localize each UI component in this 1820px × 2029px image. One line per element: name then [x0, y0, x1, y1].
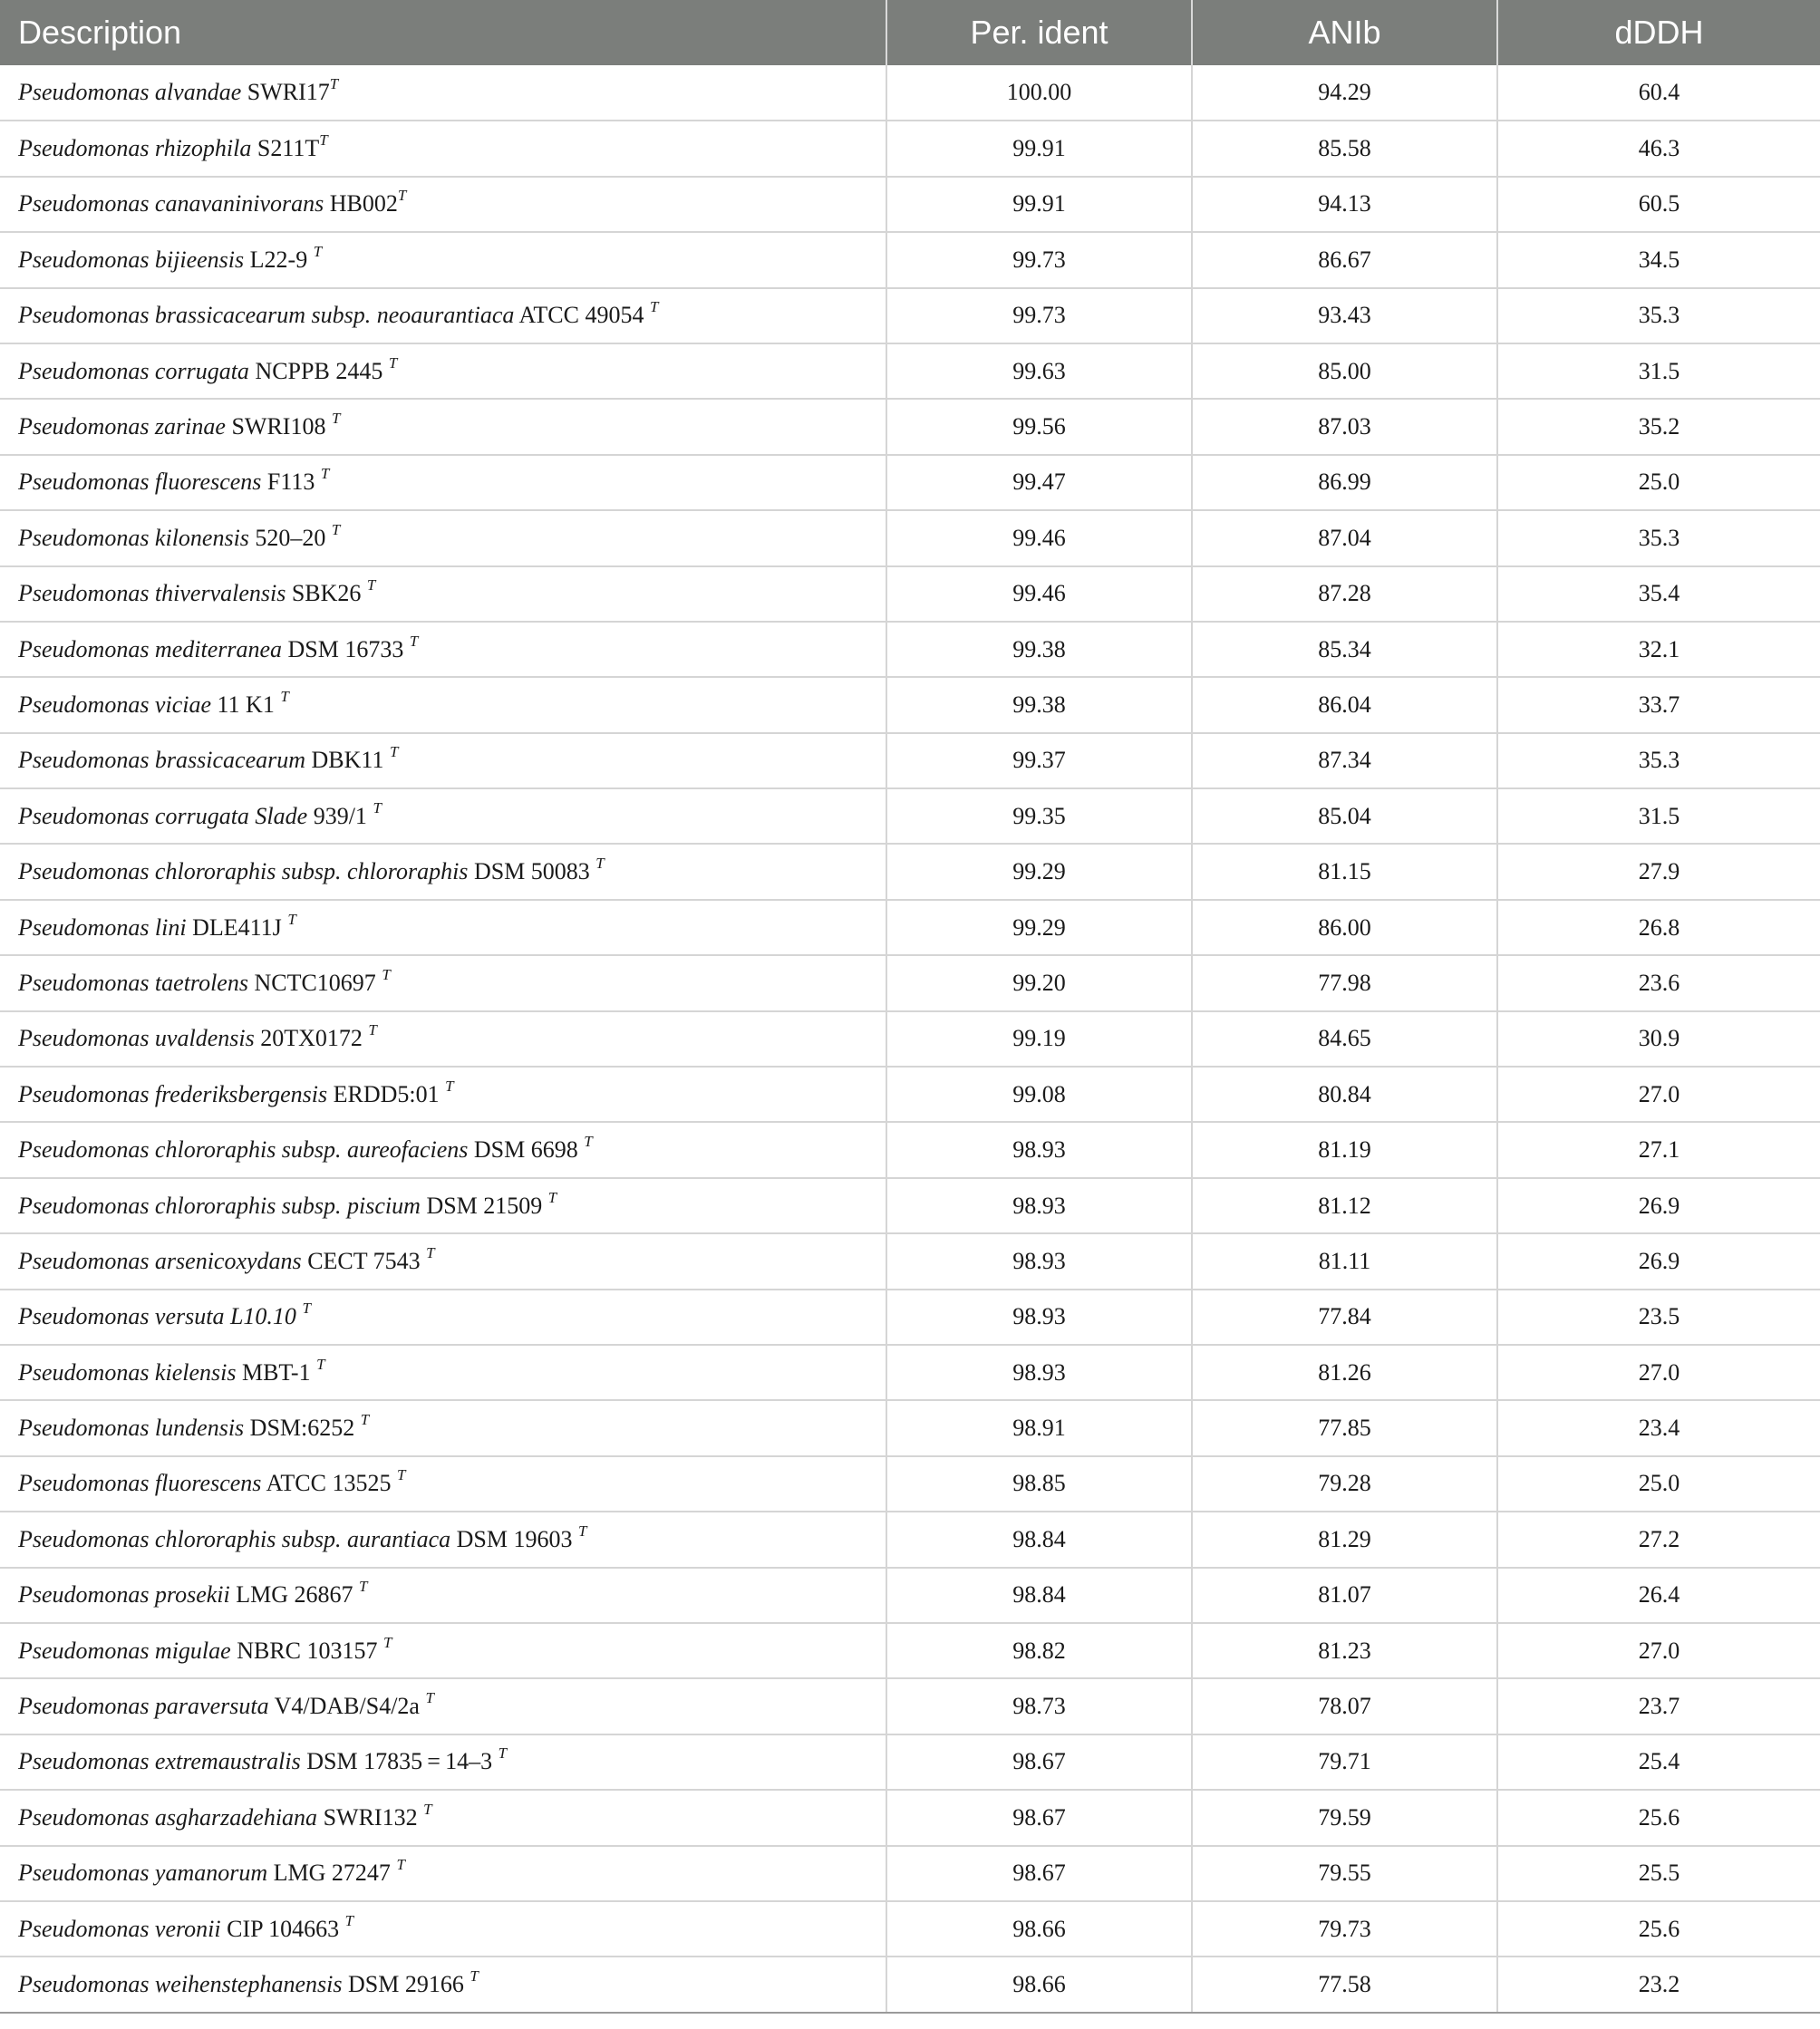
per-ident-cell: 99.56	[886, 399, 1192, 454]
strain-name: DSM 17835 = 14–3	[306, 1748, 499, 1775]
description-cell	[0, 232, 886, 287]
per-ident-cell: 99.35	[886, 788, 1192, 844]
anib-cell: 77.84	[1192, 1290, 1497, 1345]
anib-cell: 94.13	[1192, 177, 1497, 232]
anib-cell: 81.19	[1192, 1122, 1497, 1177]
type-strain-marker: T	[329, 75, 339, 93]
type-strain-marker: T	[584, 1133, 593, 1151]
strain-name: CECT 7543	[307, 1247, 427, 1274]
dddh-cell: 26.9	[1497, 1178, 1820, 1233]
anib-cell: 79.55	[1192, 1846, 1497, 1901]
table-row	[0, 1067, 1820, 1122]
strain-name: CIP 104663	[227, 1915, 345, 1942]
species-name: Pseudomonas fluorescens	[18, 1470, 262, 1497]
type-strain-marker: T	[316, 1355, 325, 1373]
anib-cell: 81.15	[1192, 844, 1497, 899]
per-ident-cell: 98.73	[886, 1678, 1192, 1734]
dddh-cell: 35.3	[1497, 733, 1820, 788]
strain-name: NBRC 103157	[237, 1637, 384, 1664]
table-row	[0, 900, 1820, 955]
description-cell	[0, 677, 886, 732]
per-ident-cell: 99.38	[886, 622, 1192, 677]
species-name: Pseudomonas extremaustralis	[18, 1748, 301, 1775]
table-row	[0, 1122, 1820, 1177]
dddh-cell: 30.9	[1497, 1011, 1820, 1067]
header-row	[0, 0, 1820, 65]
dddh-cell: 27.0	[1497, 1623, 1820, 1678]
strain-name: ATCC 13525	[266, 1470, 397, 1497]
table-row	[0, 177, 1820, 232]
type-strain-marker: T	[360, 1411, 370, 1429]
anib-cell: 81.11	[1192, 1233, 1497, 1289]
table-row	[0, 1512, 1820, 1567]
per-ident-cell: 99.91	[886, 121, 1192, 176]
strain-name: SBK26	[291, 580, 367, 607]
dddh-cell: 23.2	[1497, 1957, 1820, 2012]
anib-cell: 87.34	[1192, 733, 1497, 788]
type-strain-marker: T	[331, 520, 341, 538]
dddh-cell: 27.9	[1497, 844, 1820, 899]
species-name: Pseudomonas corrugata	[18, 357, 249, 384]
type-strain-marker: T	[382, 965, 391, 983]
strain-name: DSM 50083	[473, 858, 596, 885]
type-strain-marker: T	[331, 410, 341, 428]
anib-cell: 79.59	[1192, 1790, 1497, 1845]
species-name: Pseudomonas versuta L10.10	[18, 1303, 296, 1330]
table-row	[0, 1233, 1820, 1289]
table-row	[0, 455, 1820, 510]
per-ident-cell: 99.73	[886, 288, 1192, 343]
table-row	[0, 1901, 1820, 1957]
per-ident-cell: 98.93	[886, 1345, 1192, 1400]
per-ident-cell: 98.84	[886, 1568, 1192, 1623]
strain-name: DLE411J	[192, 913, 288, 941]
table-row	[0, 1456, 1820, 1512]
type-strain-marker: T	[359, 1578, 368, 1596]
table-row	[0, 1790, 1820, 1845]
per-ident-cell: 99.37	[886, 733, 1192, 788]
species-name: Pseudomonas veronii	[18, 1915, 221, 1942]
table-row	[0, 65, 1820, 121]
description-cell	[0, 1011, 886, 1067]
strain-name: DSM 21509	[426, 1192, 548, 1219]
anib-cell: 84.65	[1192, 1011, 1497, 1067]
table-row	[0, 788, 1820, 844]
per-ident-cell: 98.66	[886, 1901, 1192, 1957]
species-name: Pseudomonas weihenstephanensis	[18, 1970, 343, 1997]
anib-cell: 86.00	[1192, 900, 1497, 955]
species-name: Pseudomonas chlororaphis subsp. aureofaciens	[18, 1136, 469, 1164]
table-row	[0, 1623, 1820, 1678]
description-cell	[0, 733, 886, 788]
dddh-cell: 23.7	[1497, 1678, 1820, 1734]
description-cell	[0, 1122, 886, 1177]
per-ident-cell: 99.08	[886, 1067, 1192, 1122]
description-cell	[0, 288, 886, 343]
species-name: Pseudomonas frederiksbergensis	[18, 1080, 328, 1107]
description-cell	[0, 455, 886, 510]
per-ident-cell: 99.47	[886, 455, 1192, 510]
table-row	[0, 1568, 1820, 1623]
type-strain-marker: T	[388, 353, 398, 372]
type-strain-marker: T	[383, 1633, 392, 1651]
anib-cell: 94.29	[1192, 65, 1497, 121]
type-strain-marker: T	[423, 1800, 432, 1818]
type-strain-marker: T	[287, 910, 296, 928]
table-row	[0, 1846, 1820, 1901]
type-strain-marker: T	[366, 576, 376, 594]
dddh-cell: 31.5	[1497, 343, 1820, 399]
strain-name: ATCC 49054	[518, 302, 650, 329]
species-name: Pseudomonas chlororaphis subsp. aurantiaca	[18, 1525, 451, 1552]
per-ident-cell: 100.00	[886, 65, 1192, 121]
description-cell	[0, 1901, 886, 1957]
anib-cell: 81.26	[1192, 1345, 1497, 1400]
strain-name: SWRI108	[231, 413, 332, 440]
dddh-cell: 31.5	[1497, 788, 1820, 844]
description-cell	[0, 1067, 886, 1122]
species-name: Pseudomonas brassicacearum	[18, 747, 306, 774]
dddh-cell: 33.7	[1497, 677, 1820, 732]
description-cell	[0, 900, 886, 955]
table-row	[0, 1290, 1820, 1345]
description-cell	[0, 1957, 886, 2012]
per-ident-cell: 98.93	[886, 1290, 1192, 1345]
description-cell	[0, 1456, 886, 1512]
type-strain-marker: T	[302, 1300, 311, 1318]
anib-cell: 85.04	[1192, 788, 1497, 844]
description-cell	[0, 1400, 886, 1455]
per-ident-cell: 99.46	[886, 510, 1192, 565]
anib-cell: 87.28	[1192, 566, 1497, 622]
description-cell	[0, 788, 886, 844]
type-strain-marker: T	[578, 1522, 587, 1540]
per-ident-cell: 99.38	[886, 677, 1192, 732]
species-name: Pseudomonas thivervalensis	[18, 580, 286, 607]
species-name: Pseudomonas taetrolens	[18, 969, 248, 996]
strain-name: DSM 29166	[347, 1970, 470, 1997]
table-row	[0, 1011, 1820, 1067]
table-row	[0, 288, 1820, 343]
dddh-cell: 27.0	[1497, 1067, 1820, 1122]
table-row	[0, 343, 1820, 399]
dddh-cell: 27.0	[1497, 1345, 1820, 1400]
description-cell	[0, 1512, 886, 1567]
anib-cell: 85.00	[1192, 343, 1497, 399]
per-ident-cell: 99.63	[886, 343, 1192, 399]
dddh-cell: 34.5	[1497, 232, 1820, 287]
strain-name: 520–20	[255, 524, 332, 551]
table-row	[0, 1345, 1820, 1400]
type-strain-marker: T	[425, 1689, 434, 1707]
table-row	[0, 1678, 1820, 1734]
species-name: Pseudomonas alvandae	[18, 79, 242, 106]
header-description: Description	[0, 0, 886, 65]
anib-cell: 81.29	[1192, 1512, 1497, 1567]
species-name: Pseudomonas canavaninivorans	[18, 190, 324, 217]
type-strain-marker: T	[498, 1744, 508, 1763]
description-cell	[0, 955, 886, 1010]
anib-cell: 81.23	[1192, 1623, 1497, 1678]
description-cell	[0, 1345, 886, 1400]
species-name: Pseudomonas fluorescens	[18, 469, 262, 496]
dddh-cell: 60.4	[1497, 65, 1820, 121]
table-row	[0, 121, 1820, 176]
per-ident-cell: 98.93	[886, 1122, 1192, 1177]
type-strain-marker: T	[396, 1466, 406, 1484]
table-row	[0, 510, 1820, 565]
table-row	[0, 1957, 1820, 2012]
species-name: Pseudomonas paraversuta	[18, 1693, 269, 1720]
strain-name: NCPPB 2445	[255, 357, 389, 384]
table-row	[0, 566, 1820, 622]
table-row	[0, 1178, 1820, 1233]
table-header	[0, 0, 1820, 65]
dddh-cell: 23.4	[1497, 1400, 1820, 1455]
strain-name: ERDD5:01	[333, 1080, 446, 1107]
species-name: Pseudomonas kilonensis	[18, 524, 249, 551]
species-name: Pseudomonas lundensis	[18, 1415, 245, 1442]
dddh-cell: 46.3	[1497, 121, 1820, 176]
species-name: Pseudomonas mediterranea	[18, 635, 283, 662]
type-strain-marker: T	[470, 1966, 479, 1985]
dddh-cell: 25.5	[1497, 1846, 1820, 1901]
type-strain-marker: T	[344, 1911, 354, 1929]
type-strain-marker: T	[319, 131, 328, 150]
species-name: Pseudomonas chlororaphis subsp. chlororaphis	[18, 858, 469, 885]
dddh-cell: 60.5	[1497, 177, 1820, 232]
description-cell	[0, 1790, 886, 1845]
header-anib: ANIb	[1192, 0, 1497, 65]
anib-cell: 79.73	[1192, 1901, 1497, 1957]
dddh-cell: 27.2	[1497, 1512, 1820, 1567]
description-cell	[0, 65, 886, 121]
anib-cell: 79.28	[1192, 1456, 1497, 1512]
strain-name: DSM 16733	[287, 635, 410, 662]
anib-cell: 87.03	[1192, 399, 1497, 454]
type-strain-marker: T	[313, 242, 323, 260]
type-strain-marker: T	[280, 687, 289, 705]
header-dddh: dDDH	[1497, 0, 1820, 65]
per-ident-cell: 98.66	[886, 1957, 1192, 2012]
species-name: Pseudomonas lini	[18, 913, 187, 941]
species-name: Pseudomonas zarinae	[18, 413, 226, 440]
type-strain-marker: T	[397, 187, 407, 205]
table-row	[0, 677, 1820, 732]
anib-cell: 77.85	[1192, 1400, 1497, 1455]
strain-name: DBK11	[311, 747, 390, 774]
type-strain-marker: T	[409, 632, 419, 650]
species-name: Pseudomonas corrugata Slade	[18, 802, 308, 829]
anib-cell: 86.04	[1192, 677, 1497, 732]
per-ident-cell: 98.93	[886, 1233, 1192, 1289]
species-name: Pseudomonas uvaldensis	[18, 1025, 255, 1052]
anib-cell: 85.34	[1192, 622, 1497, 677]
anib-cell: 77.58	[1192, 1957, 1497, 2012]
table-body	[0, 65, 1820, 2013]
species-name: Pseudomonas rhizophila	[18, 135, 252, 162]
strain-name: MBT-1	[241, 1358, 317, 1386]
strain-name: L22-9	[249, 246, 314, 273]
description-cell	[0, 1568, 886, 1623]
description-cell	[0, 121, 886, 176]
type-strain-marker: T	[389, 743, 399, 761]
per-ident-cell: 98.67	[886, 1790, 1192, 1845]
per-ident-cell: 99.29	[886, 844, 1192, 899]
description-cell	[0, 1233, 886, 1289]
anib-cell: 77.98	[1192, 955, 1497, 1010]
per-ident-cell: 99.29	[886, 900, 1192, 955]
description-cell	[0, 343, 886, 399]
description-cell	[0, 1178, 886, 1233]
strain-name: 20TX0172	[260, 1025, 369, 1052]
dddh-cell: 23.5	[1497, 1290, 1820, 1345]
species-name: Pseudomonas bijieensis	[18, 246, 245, 273]
type-strain-marker: T	[426, 1243, 435, 1261]
table-row	[0, 844, 1820, 899]
dddh-cell: 23.6	[1497, 955, 1820, 1010]
species-name: Pseudomonas arsenicoxydans	[18, 1247, 302, 1274]
type-strain-marker: T	[373, 798, 382, 816]
strain-name: SWRI17	[247, 79, 330, 106]
strain-name: HB002	[329, 190, 398, 217]
strain-name: V4/DAB/S4/2a	[274, 1693, 426, 1720]
table-row	[0, 955, 1820, 1010]
description-cell	[0, 1290, 886, 1345]
description-cell	[0, 1734, 886, 1790]
per-ident-cell: 98.93	[886, 1178, 1192, 1233]
dddh-cell: 26.4	[1497, 1568, 1820, 1623]
species-name: Pseudomonas prosekii	[18, 1581, 230, 1609]
anib-cell: 81.12	[1192, 1178, 1497, 1233]
type-strain-marker: T	[649, 298, 659, 316]
per-ident-cell: 98.91	[886, 1400, 1192, 1455]
description-cell	[0, 566, 886, 622]
anib-cell: 80.84	[1192, 1067, 1497, 1122]
species-name: Pseudomonas asgharzadehiana	[18, 1803, 318, 1831]
dddh-cell: 26.9	[1497, 1233, 1820, 1289]
anib-cell: 78.07	[1192, 1678, 1497, 1734]
description-cell	[0, 177, 886, 232]
per-ident-cell: 98.67	[886, 1734, 1192, 1790]
species-name: Pseudomonas yamanorum	[18, 1860, 268, 1887]
description-cell	[0, 1623, 886, 1678]
anib-cell: 81.07	[1192, 1568, 1497, 1623]
dddh-cell: 32.1	[1497, 622, 1820, 677]
species-name: Pseudomonas chlororaphis subsp. piscium	[18, 1192, 421, 1219]
per-ident-cell: 99.91	[886, 177, 1192, 232]
type-strain-marker: T	[547, 1188, 557, 1206]
per-ident-cell: 98.84	[886, 1512, 1192, 1567]
species-name: Pseudomonas viciae	[18, 691, 212, 718]
anib-cell: 79.71	[1192, 1734, 1497, 1790]
anib-cell: 85.58	[1192, 121, 1497, 176]
strain-name: 11 K1	[217, 691, 281, 718]
per-ident-cell: 99.46	[886, 566, 1192, 622]
dddh-cell: 25.6	[1497, 1901, 1820, 1957]
strain-name: DSM 6698	[473, 1136, 585, 1164]
type-strain-marker: T	[368, 1021, 377, 1039]
species-name: Pseudomonas migulae	[18, 1637, 231, 1664]
table-row	[0, 399, 1820, 454]
type-strain-marker: T	[445, 1077, 454, 1095]
dddh-cell: 25.4	[1497, 1734, 1820, 1790]
description-cell	[0, 844, 886, 899]
dddh-cell: 26.8	[1497, 900, 1820, 955]
description-cell	[0, 622, 886, 677]
header-per-ident: Per. ident	[886, 0, 1192, 65]
dddh-cell: 27.1	[1497, 1122, 1820, 1177]
per-ident-cell: 98.82	[886, 1623, 1192, 1678]
per-ident-cell: 99.20	[886, 955, 1192, 1010]
table-row	[0, 1400, 1820, 1455]
anib-cell: 87.04	[1192, 510, 1497, 565]
type-strain-marker: T	[595, 855, 605, 873]
strain-name: NCTC10697	[254, 969, 382, 996]
strain-name: LMG 27247	[273, 1860, 397, 1887]
dddh-cell: 25.6	[1497, 1790, 1820, 1845]
anib-cell: 93.43	[1192, 288, 1497, 343]
strain-name: DSM:6252	[249, 1415, 361, 1442]
description-cell	[0, 510, 886, 565]
strain-name: SWRI132	[323, 1803, 424, 1831]
per-ident-cell: 98.67	[886, 1846, 1192, 1901]
anib-cell: 86.99	[1192, 455, 1497, 510]
species-name: Pseudomonas brassicacearum subsp. neoaurantiaca	[18, 302, 515, 329]
per-ident-cell: 99.73	[886, 232, 1192, 287]
species-name: Pseudomonas kielensis	[18, 1358, 237, 1386]
description-cell	[0, 1846, 886, 1901]
table-row	[0, 733, 1820, 788]
per-ident-cell: 98.85	[886, 1456, 1192, 1512]
description-cell	[0, 1678, 886, 1734]
table-row	[0, 232, 1820, 287]
dddh-cell: 35.3	[1497, 288, 1820, 343]
type-strain-marker: T	[320, 465, 330, 483]
table-row	[0, 1734, 1820, 1790]
strain-name: 939/1	[313, 802, 373, 829]
strain-name: LMG 26867	[236, 1581, 360, 1609]
anib-cell: 86.67	[1192, 232, 1497, 287]
strain-name: F113	[266, 469, 321, 496]
dddh-cell: 25.0	[1497, 1456, 1820, 1512]
dddh-cell: 35.2	[1497, 399, 1820, 454]
strain-name: DSM 19603	[456, 1525, 579, 1552]
type-strain-marker: T	[396, 1856, 405, 1874]
dddh-cell: 25.0	[1497, 455, 1820, 510]
dddh-cell: 35.4	[1497, 566, 1820, 622]
strain-name: S211T	[257, 135, 320, 162]
description-cell	[0, 399, 886, 454]
table-row	[0, 622, 1820, 677]
dddh-cell: 35.3	[1497, 510, 1820, 565]
per-ident-cell: 99.19	[886, 1011, 1192, 1067]
